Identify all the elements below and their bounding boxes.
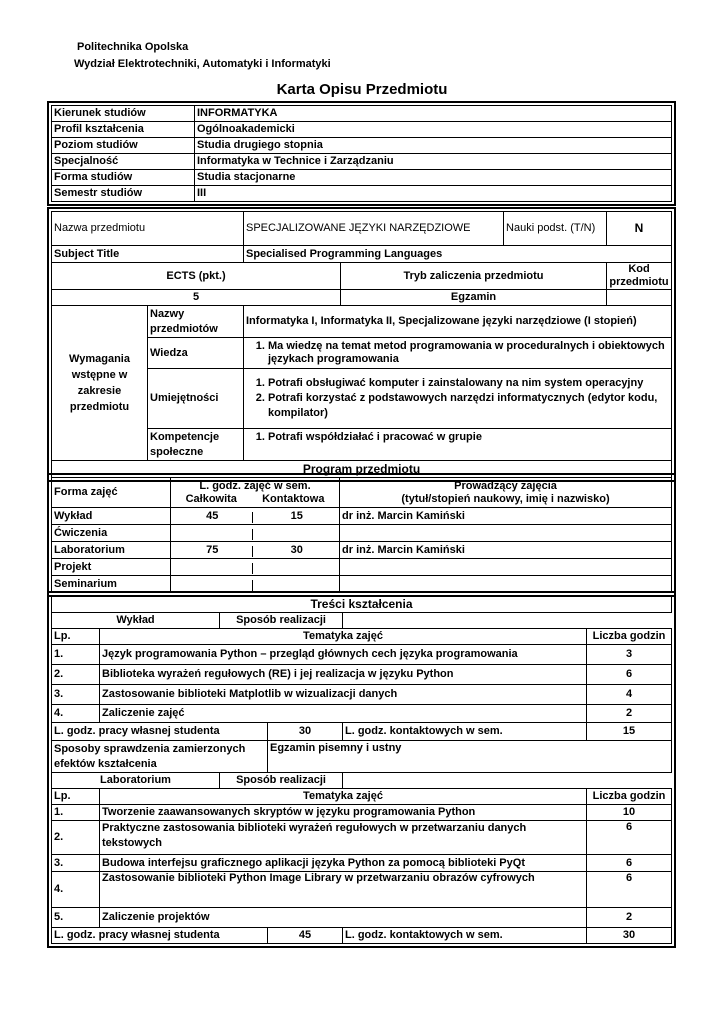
lecture-contact-value: 15 — [587, 723, 672, 741]
lecture-own-work-label: L. godz. pracy własnej studenta — [52, 723, 268, 741]
knowledge-list — [244, 338, 672, 369]
lab-hours: 10 — [587, 805, 672, 821]
program-total — [171, 559, 255, 576]
table-row — [52, 821, 672, 855]
lab-hours: 6 — [587, 821, 672, 855]
verification-value: Egzamin pisemny i ustny — [268, 741, 672, 773]
course-code-label: Kod przedmiotu — [607, 263, 672, 290]
subject-name-value: SPECJALIZOWANE JĘZYKI NARZĘDZIOWE — [244, 212, 504, 246]
program-form: Seminarium — [52, 576, 171, 593]
program-form: Ćwiczenia — [52, 525, 171, 542]
info-value: INFORMATYKA — [195, 106, 672, 122]
lecture-hours: 2 — [587, 705, 672, 723]
info-value: III — [195, 186, 672, 202]
program-row — [52, 559, 672, 576]
faculty-name: Wydział Elektrotechniki, Automatyki i Informatyki — [74, 58, 331, 70]
prereq-names-value: Informatyka I, Informatyka II, Specjalizowane języki narzędziowe (I stopień) — [244, 306, 672, 338]
lab-lp: 5. — [52, 908, 100, 928]
lab-hours-label: Liczba godzin — [587, 789, 672, 805]
info-label: Poziom studiów — [52, 138, 195, 154]
table-row — [52, 805, 672, 821]
table-row — [52, 855, 672, 872]
lab-topic-label: Tematyka zajęć — [100, 789, 587, 805]
content-heading: Treści kształcenia — [52, 596, 672, 613]
lecture-topic-label: Tematyka zajęć — [100, 629, 587, 645]
hours-label: L. godz. zajęć w sem. — [199, 479, 311, 492]
program-teacher: dr inż. Marcin Kamiński — [340, 542, 672, 559]
lab-own-work-value: 45 — [268, 928, 343, 944]
lab-hours: 6 — [587, 855, 672, 872]
skills-label: Umiejętności — [148, 369, 244, 429]
program-row — [52, 576, 672, 593]
teacher-sub: (tytuł/stopień naukowy, imię i nazwisko) — [401, 492, 610, 505]
info-row — [52, 122, 672, 138]
info-row — [52, 138, 672, 154]
table-row — [52, 685, 672, 705]
lab-topic: Zaliczenie projektów — [100, 908, 587, 928]
teacher-header — [340, 478, 672, 508]
skills-list — [244, 369, 672, 429]
skills-item: 1. Potrafi obsługiwać komputer i zainstalowany na nim system operacyjny — [268, 376, 669, 391]
program-row — [52, 525, 672, 542]
lab-lp: 3. — [52, 855, 100, 872]
content-block — [47, 591, 676, 948]
subject-title-label: Subject Title — [52, 246, 244, 263]
lab-topic: Praktyczne zastosowania biblioteki wyrażeń regułowych w przetwarzaniu danych tekstowych — [100, 821, 587, 855]
form-label: Forma zajęć — [52, 478, 171, 508]
table-row — [52, 645, 672, 665]
lab-topic: Tworzenie zaawansowanych skryptów w języku programowania Python — [100, 805, 587, 821]
skills-item: 2. Potrafi korzystać z podstawowych narzędzi informatycznych (edytor kodu, kompilator) — [268, 391, 669, 421]
info-row — [52, 106, 672, 122]
knowledge-label: Wiedza — [148, 338, 244, 369]
info-row — [52, 154, 672, 170]
subject-name-label: Nazwa przedmiotu — [52, 212, 244, 246]
university-name: Politechnika Opolska — [77, 41, 189, 53]
program-contact: 30 — [255, 542, 340, 559]
info-label: Kierunek studiów — [52, 106, 195, 122]
program-form: Laboratorium — [52, 542, 171, 559]
lecture-topic: Język programowania Python – przegląd głównych cech języka programowania — [100, 645, 587, 665]
study-info-block — [47, 101, 676, 206]
program-contact: 15 — [255, 508, 340, 525]
program-contact — [255, 559, 340, 576]
program-total — [171, 576, 255, 593]
social-competences-label: Kompetencje społeczne — [148, 429, 244, 461]
basic-science-label: Nauki podst. (T/N) — [504, 212, 607, 246]
lab-lp: 4. — [52, 872, 100, 908]
total-label: Całkowita — [185, 492, 237, 505]
verification-label: Sposoby sprawdzenia zamierzonych efektów kształcenia — [52, 741, 268, 773]
subject-block — [47, 207, 676, 482]
info-value: Ogólnoakademicki — [195, 122, 672, 138]
info-row — [52, 186, 672, 202]
program-block — [47, 473, 676, 597]
program-teacher — [340, 559, 672, 576]
info-value: Studia stacjonarne — [195, 170, 672, 186]
table-row — [52, 705, 672, 723]
lab-lp: 1. — [52, 805, 100, 821]
info-label: Specjalność — [52, 154, 195, 170]
program-total — [171, 525, 255, 542]
basic-science-value: N — [607, 212, 672, 246]
ects-label: ECTS (pkt.) — [52, 263, 341, 290]
lecture-topic: Biblioteka wyrażeń regułowych (RE) i jej realizacja w języku Python — [100, 665, 587, 685]
lecture-lp: 4. — [52, 705, 100, 723]
lecture-contact-label: L. godz. kontaktowych w sem. — [343, 723, 587, 741]
subject-title-value: Specialised Programming Languages — [244, 246, 672, 263]
program-teacher — [340, 525, 672, 542]
ects-value: 5 — [52, 290, 341, 306]
social-item: 1. Potrafi współdziałać i pracować w grupie — [268, 431, 669, 444]
lecture-lp: 1. — [52, 645, 100, 665]
course-code-value — [607, 290, 672, 306]
info-label: Profil kształcenia — [52, 122, 195, 138]
knowledge-item: 1. Ma wiedzę na temat metod programowania w proceduralnych i obiektowych językach programowania — [268, 340, 669, 366]
lecture-hours: 3 — [587, 645, 672, 665]
lab-own-work-label: L. godz. pracy własnej studenta — [52, 928, 268, 944]
prereq-names-label: Nazwy przedmiotów — [148, 306, 244, 338]
exam-mode-value: Egzamin — [341, 290, 607, 306]
program-form: Wykład — [52, 508, 171, 525]
lab-topic: Zastosowanie biblioteki Python Image Library w przetwarzaniu obrazów cyfrowych — [100, 872, 587, 908]
program-total: 75 — [171, 542, 255, 559]
program-contact — [255, 576, 340, 593]
document-title: Karta Opisu Przedmiotu — [276, 81, 448, 98]
table-row — [52, 908, 672, 928]
table-row — [52, 872, 672, 908]
program-form: Projekt — [52, 559, 171, 576]
info-row — [52, 170, 672, 186]
program-row — [52, 508, 672, 525]
program-contact — [255, 525, 340, 542]
lecture-hours: 6 — [587, 665, 672, 685]
program-teacher — [340, 576, 672, 593]
lab-lp: 2. — [52, 821, 100, 855]
program-row — [52, 542, 672, 559]
lab-hours: 6 — [587, 872, 672, 908]
lecture-lp: 3. — [52, 685, 100, 705]
exam-mode-label: Tryb zaliczenia przedmiotu — [341, 263, 607, 290]
lab-hours: 2 — [587, 908, 672, 928]
hours-header — [171, 478, 340, 508]
lab-lp-label: Lp. — [52, 789, 100, 805]
lab-type-label: Laboratorium — [52, 773, 220, 789]
lab-contact-label: L. godz. kontaktowych w sem. — [343, 928, 587, 944]
lecture-lp: 2. — [52, 665, 100, 685]
lecture-type-label: Wykład — [52, 613, 220, 629]
info-value: Studia drugiego stopnia — [195, 138, 672, 154]
teacher-label: Prowadzący zajęcia — [454, 479, 557, 492]
lecture-method-label: Sposób realizacji — [220, 613, 343, 629]
table-row — [52, 665, 672, 685]
lecture-topic: Zaliczenie zajęć — [100, 705, 587, 723]
lab-method-label: Sposób realizacji — [220, 773, 343, 789]
program-heading: Program przedmiotu — [52, 461, 672, 478]
lab-topic: Budowa interfejsu graficznego aplikacji języka Python za pomocą biblioteki PyQt — [100, 855, 587, 872]
lab-contact-value: 30 — [587, 928, 672, 944]
info-label: Forma studiów — [52, 170, 195, 186]
program-total: 45 — [171, 508, 255, 525]
lecture-lp-label: Lp. — [52, 629, 100, 645]
program-teacher: dr inż. Marcin Kamiński — [340, 508, 672, 525]
prerequisites-heading: Wymagania wstępne w zakresie przedmiotu — [52, 306, 148, 461]
contact-label: Kontaktowa — [262, 492, 325, 505]
lecture-own-work-value: 30 — [268, 723, 343, 741]
info-value: Informatyka w Technice i Zarządzaniu — [195, 154, 672, 170]
lecture-hours: 4 — [587, 685, 672, 705]
lecture-hours-label: Liczba godzin — [587, 629, 672, 645]
info-label: Semestr studiów — [52, 186, 195, 202]
social-list — [244, 429, 672, 461]
lecture-topic: Zastosowanie biblioteki Matplotlib w wizualizacji danych — [100, 685, 587, 705]
